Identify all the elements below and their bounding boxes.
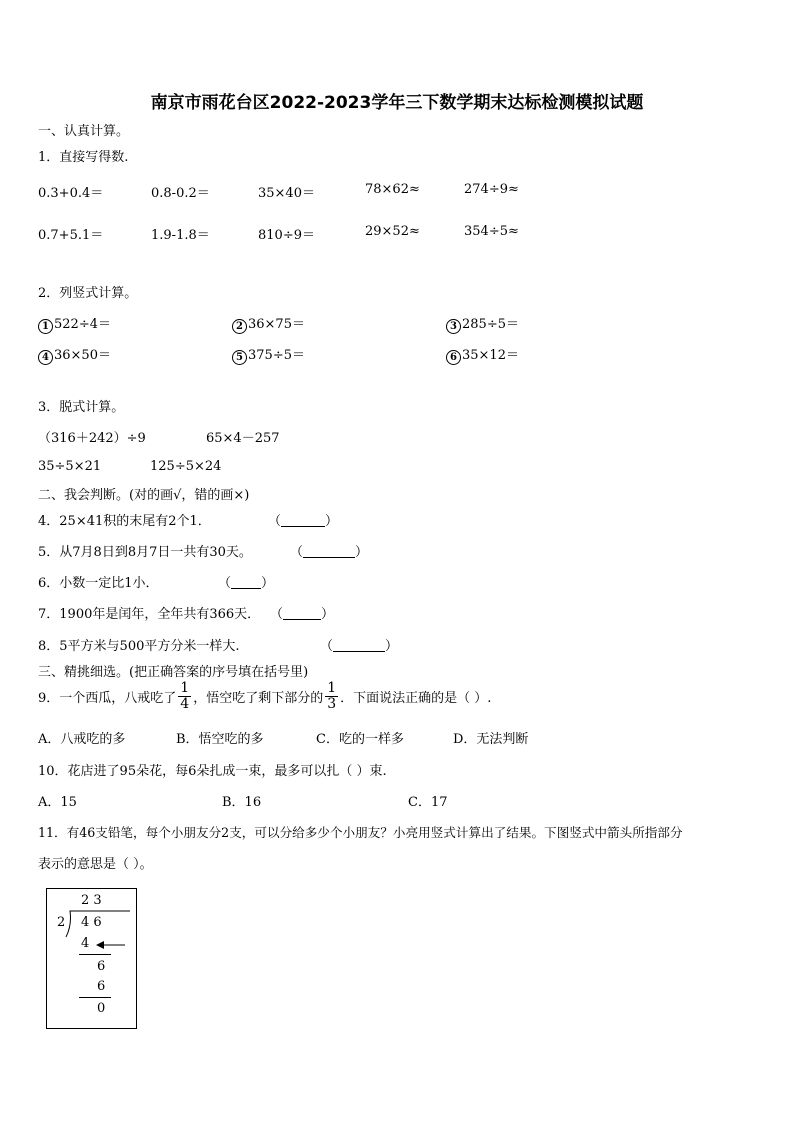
q1-label: 1．直接写得数.: [38, 150, 129, 165]
paren-open: （: [320, 639, 334, 654]
q2-item: [446, 313, 519, 334]
circled-number: 2: [232, 319, 247, 334]
q9-part1: 9．一个西瓜，八戒吃了: [38, 691, 177, 706]
q2-expr: 375÷5＝: [248, 348, 305, 363]
fraction-numerator: 1: [180, 680, 190, 696]
q2-expr: 522÷4＝: [54, 317, 111, 332]
dividend: 4 6: [81, 915, 102, 930]
q3-expr: 65×4－257: [206, 431, 280, 446]
section-3-heading: 三、精挑细选。(把正确答案的序号填在括号里): [38, 665, 309, 680]
q10-option-c[interactable]: C．17: [408, 795, 448, 810]
division-line: [79, 954, 111, 955]
q1-item: 29×52≈: [365, 224, 420, 239]
q1-item: 1.9-1.8＝: [151, 228, 210, 243]
paren-open: （: [268, 514, 282, 529]
step-product-1: 4: [81, 936, 90, 951]
final-remainder: 0: [97, 1001, 106, 1016]
q1-item: 810÷9＝: [258, 228, 315, 243]
q3-expr: 35÷5×21: [38, 459, 102, 474]
circled-number: 5: [232, 350, 247, 365]
circled-number: 4: [38, 350, 53, 365]
q9-part3: ．下面说法正确的是（ ）.: [340, 691, 492, 706]
q2-item: [446, 344, 519, 365]
q11-text-line2: 表示的意思是（ ）。: [38, 857, 153, 872]
q2-item: [232, 313, 305, 334]
q4-text: 4．25×41积的末尾有2个1．: [38, 514, 211, 529]
fraction-one-third: [325, 681, 338, 712]
paren-close: ）: [261, 576, 275, 591]
paren-close: ）: [385, 639, 399, 654]
q7-answer-blank[interactable]: [270, 603, 334, 622]
q3-expr: 125÷5×24: [150, 459, 222, 474]
q2-item: [38, 313, 111, 334]
fraction-denominator: 3: [327, 696, 337, 712]
paren-open: （: [290, 545, 304, 560]
q3-expr: （316＋242）÷9: [38, 431, 146, 446]
answer-line: [283, 607, 321, 620]
section-1-heading: 一、认真计算。: [38, 124, 130, 139]
q10-option-b[interactable]: B．16: [222, 795, 262, 810]
circled-number: 6: [446, 350, 461, 365]
circled-number: 1: [38, 319, 53, 334]
q1-item: 0.3+0.4＝: [38, 186, 104, 201]
page-title: 南京市雨花台区2022-2023学年三下数学期末达标检测模拟试题: [150, 93, 644, 113]
answer-line: [231, 576, 261, 589]
paren-open: （: [270, 607, 284, 622]
answer-line: [333, 639, 385, 652]
q9-part2: ，悟空吃了剩下部分的: [193, 691, 324, 706]
q2-expr: 36×75＝: [248, 317, 305, 332]
q1-item: 354÷5≈: [464, 224, 519, 239]
paren-open: （: [218, 576, 232, 591]
long-division-figure: [46, 888, 137, 1029]
paren-close: ）: [321, 607, 335, 622]
q3-label: 3．脱式计算。: [38, 400, 125, 415]
q2-item: [232, 344, 305, 365]
fraction-denominator: 4: [180, 696, 190, 712]
q9-option-b[interactable]: B．悟空吃的多: [176, 732, 264, 747]
q9-option-a[interactable]: A．八戒吃的多: [38, 732, 126, 747]
paren-close: ）: [355, 545, 369, 560]
q5-answer-blank[interactable]: [290, 541, 368, 560]
q6-text: 6．小数一定比1小．: [38, 576, 159, 591]
arrow-icon: [95, 938, 127, 952]
q9-option-c[interactable]: C．吃的一样多: [316, 732, 404, 747]
q8-answer-blank[interactable]: [320, 635, 398, 654]
q2-item: [38, 344, 111, 365]
q1-item: 0.8-0.2＝: [151, 186, 210, 201]
q1-item: 274÷9≈: [464, 182, 519, 197]
divisor: 2: [57, 915, 66, 930]
q1-item: 78×62≈: [365, 182, 420, 197]
q8-text: 8．5平方米与500平方分米一样大.: [38, 639, 240, 654]
q9-option-d[interactable]: D．无法判断: [453, 732, 529, 747]
q10-option-a[interactable]: A．15: [38, 795, 77, 810]
quotient: 2 3: [81, 893, 102, 908]
q4-answer-blank[interactable]: [268, 510, 338, 529]
q2-label: 2．列竖式计算。: [38, 286, 138, 301]
fraction-numerator: 1: [327, 680, 337, 696]
answer-line: [303, 545, 355, 558]
circled-number: 3: [446, 319, 461, 334]
q11-text-line1: 11．有46支铅笔，每个小朋友分2支，可以分给多少个小朋友？小亮用竖式计算出了结果。下图竖式中箭头所指部分: [38, 825, 683, 840]
answer-line: [281, 514, 325, 527]
fraction-one-quarter: [178, 681, 191, 712]
q2-expr: 36×50＝: [54, 348, 111, 363]
section-2-heading: 二、我会判断。(对的画√，错的画×): [38, 488, 250, 503]
q10-text: 10．花店进了95朵花，每6朵扎成一束，最多可以扎（ ）束.: [38, 764, 387, 779]
paren-close: ）: [325, 514, 339, 529]
q1-item: 35×40＝: [258, 186, 315, 201]
step-product-2: 6: [97, 979, 106, 994]
q7-text: 7．1900年是闰年，全年共有366天．: [38, 607, 261, 622]
q2-expr: 35×12＝: [462, 348, 519, 363]
q1-item: 0.7+5.1＝: [38, 228, 104, 243]
division-line: [79, 997, 111, 998]
q6-answer-blank[interactable]: [218, 572, 274, 591]
step-remainder-1: 6: [97, 959, 106, 974]
q9-text: [38, 681, 491, 712]
q5-text: 5．从7月8日到8月7日一共有30天。: [38, 545, 252, 560]
q2-expr: 285÷5＝: [462, 317, 519, 332]
